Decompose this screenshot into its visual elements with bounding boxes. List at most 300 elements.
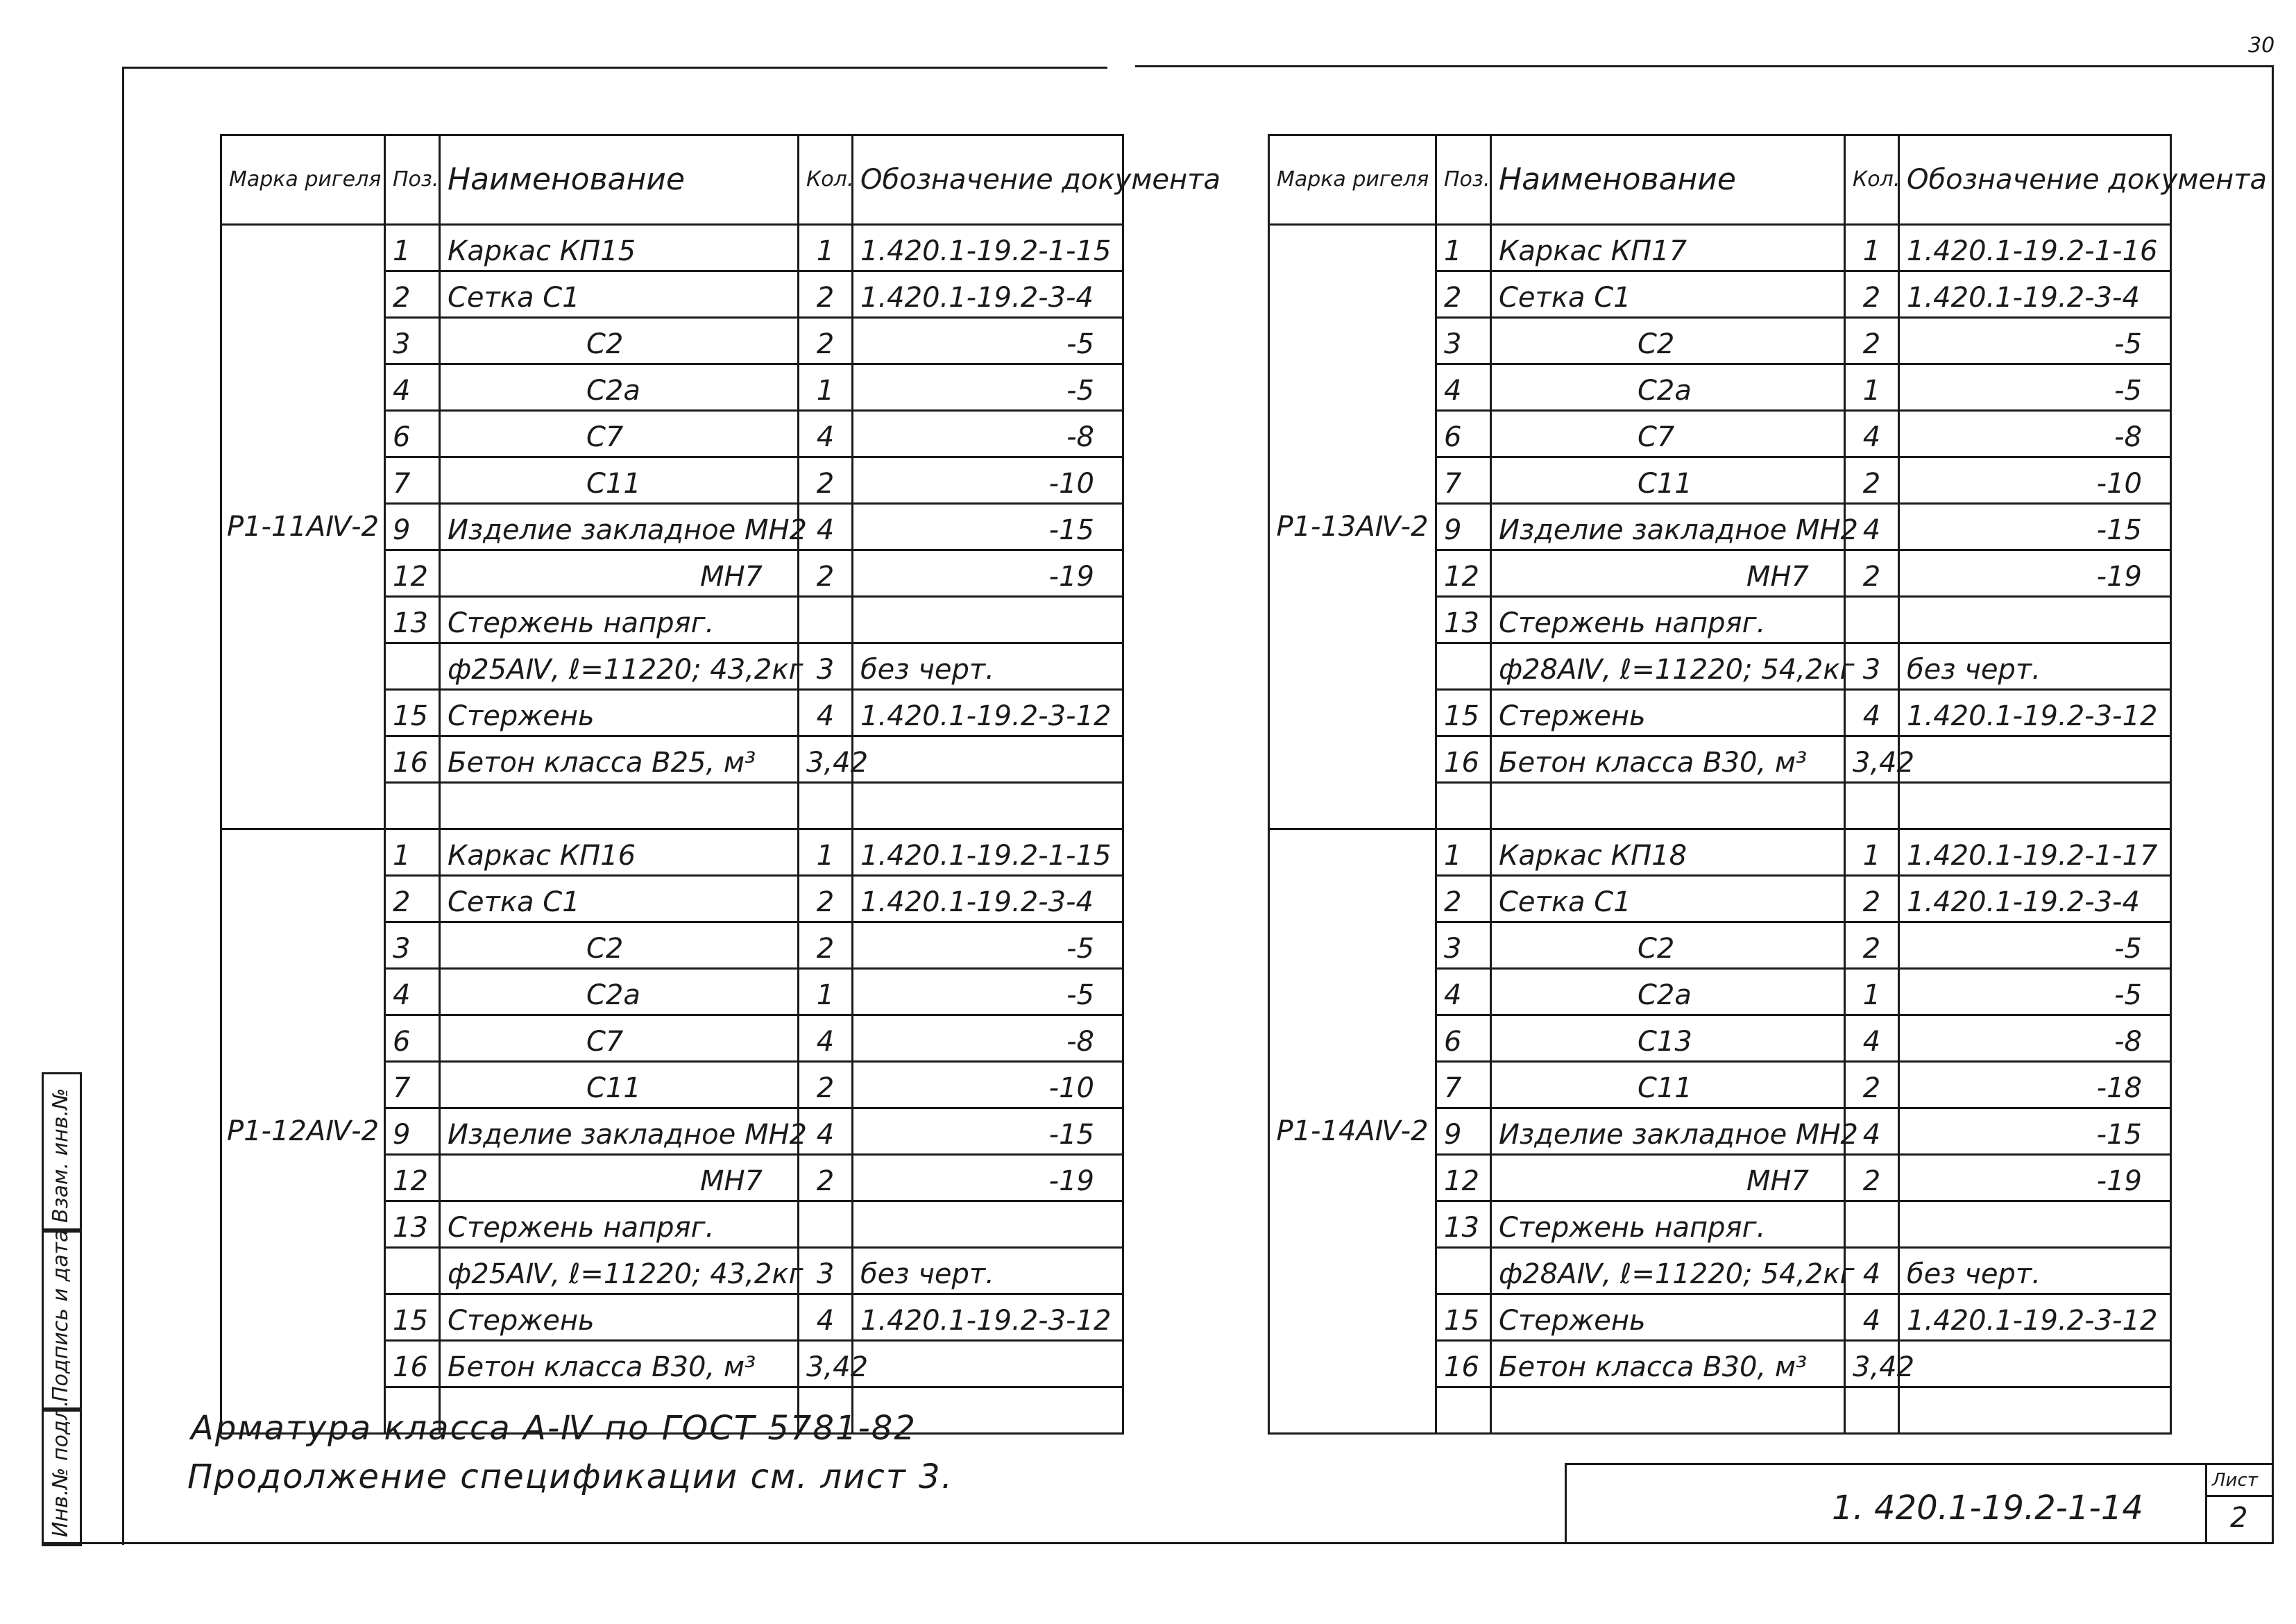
table-row [221, 225, 1123, 271]
item-name: Каркас КП17 [1499, 235, 1687, 267]
note-reinforcement: Арматура класса А-Ⅳ по ГОСТ 5781-82 [191, 1409, 917, 1448]
item-name: Стержень напряг. [448, 607, 715, 639]
item-name: С2 [1638, 933, 1675, 965]
item-quantity: 2 [1845, 1155, 1899, 1201]
document-ref: -18 [2096, 1072, 2142, 1104]
item-name: Стержень [1499, 1305, 1646, 1337]
doc-code: 1. 420.1-19.2-1-14 [1832, 1489, 2143, 1528]
item-name-cell [440, 1294, 799, 1341]
spec-table-right [1268, 134, 2267, 1435]
position-number: 4 [385, 364, 440, 411]
item-quantity: 2 [799, 550, 853, 597]
document-ref-cell [853, 1015, 1123, 1062]
item-name-cell [440, 1015, 799, 1062]
item-quantity: 3,42 [1845, 1341, 1899, 1387]
item-name-cell [440, 643, 803, 690]
item-name-cell [1491, 504, 1859, 550]
item-quantity: 2 [1845, 271, 1899, 318]
side-stamp-replace-label: Взам. инв.№ [49, 1088, 73, 1223]
header-name: Наименование [1491, 135, 1845, 225]
rigel-mark: Р1-11АⅣ-2 [221, 225, 385, 829]
document-ref-cell [853, 1248, 1123, 1294]
item-name-cell [440, 969, 799, 1015]
frame-top-line-right [1135, 65, 2273, 67]
position-number: 3 [385, 922, 440, 969]
document-ref: -5 [2114, 933, 2142, 965]
item-quantity: 2 [1845, 457, 1899, 504]
item-name-cell [1491, 457, 1845, 504]
item-name-cell [1491, 225, 1845, 271]
document-ref-cell [853, 225, 1123, 271]
item-name-cell [1491, 969, 1845, 1015]
item-name-cell [1491, 364, 1845, 411]
document-ref-cell [1899, 1015, 2171, 1062]
document-ref: 1.420.1-19.2-3-4 [860, 886, 1094, 918]
item-quantity: 3,42 [1845, 736, 1899, 783]
side-stamp-signature-label: Подпись и дата [49, 1229, 73, 1402]
document-ref: -15 [1048, 1119, 1094, 1151]
position-number: 16 [1436, 736, 1491, 783]
header-name: Наименование [440, 135, 799, 225]
document-ref-cell [1899, 783, 2171, 829]
position-number: 6 [1436, 411, 1491, 457]
position-number: 12 [1436, 1155, 1491, 1201]
position-number: 13 [1436, 1201, 1491, 1248]
item-name: Бетон класса В30, м³ [448, 1351, 756, 1383]
item-name: ф28АⅣ, ℓ=11220; 54,2кг [1499, 1258, 1855, 1290]
item-name-cell [440, 504, 808, 550]
document-ref: 1.420.1-19.2-1-17 [1907, 840, 2158, 872]
document-ref: без черт. [860, 654, 994, 686]
item-quantity: 2 [799, 876, 853, 922]
item-name: Сетка С1 [1499, 282, 1631, 314]
header-pos: Поз. [1436, 135, 1491, 225]
document-ref-cell [1899, 1341, 2171, 1387]
item-quantity: 4 [799, 504, 853, 550]
item-name: Стержень напряг. [1499, 607, 1766, 639]
document-ref-cell [1899, 690, 2171, 736]
item-name-cell [1491, 783, 1845, 829]
document-ref: -5 [2114, 979, 2142, 1011]
document-ref: 1.420.1-19.2-3-12 [1907, 700, 2158, 732]
position-number: 16 [385, 1341, 440, 1387]
document-ref: -5 [2114, 375, 2142, 407]
document-ref-cell [853, 736, 1123, 783]
item-name: С11 [1638, 1072, 1692, 1104]
document-ref-cell [853, 829, 1123, 876]
item-name-cell [1491, 1341, 1845, 1387]
document-ref-cell [853, 597, 1123, 643]
position-number: 9 [385, 1108, 440, 1155]
item-name: ф28АⅣ, ℓ=11220; 54,2кг [1499, 654, 1855, 686]
position-number: 7 [385, 1062, 440, 1108]
item-name-cell [1491, 1294, 1845, 1341]
item-name: МН7 [1746, 1165, 1809, 1197]
document-ref: без черт. [860, 1258, 994, 1290]
item-quantity: 4 [799, 1015, 853, 1062]
header-mark: Марка ригеля [1269, 135, 1436, 225]
position-number: 1 [1436, 829, 1491, 876]
item-name: МН7 [699, 1165, 763, 1197]
document-ref-cell [853, 364, 1123, 411]
item-name: Стержень [1499, 700, 1646, 732]
header-doc: Обозначение документа [853, 135, 1123, 225]
position-number: 2 [385, 271, 440, 318]
item-quantity: 1 [799, 364, 853, 411]
document-ref: -19 [1048, 561, 1094, 593]
item-name-cell [440, 550, 799, 597]
item-quantity: 1 [1845, 225, 1899, 271]
item-name-cell [440, 225, 799, 271]
document-ref: без черт. [1907, 1258, 2041, 1290]
item-name-cell [440, 1062, 799, 1108]
document-ref-cell [1899, 643, 2171, 690]
item-name: Изделие закладное МН2 [1499, 1119, 1859, 1151]
document-ref-cell [1899, 1294, 2171, 1341]
position-number: 15 [1436, 1294, 1491, 1341]
item-quantity: 1 [799, 829, 853, 876]
item-name: Сетка С1 [448, 282, 580, 314]
document-ref: -19 [2096, 561, 2142, 593]
item-quantity: 4 [799, 690, 853, 736]
item-name: С2а [1638, 375, 1692, 407]
item-name-cell [440, 1108, 808, 1155]
document-ref: -19 [2096, 1165, 2142, 1197]
document-ref-cell [1899, 736, 2171, 783]
document-ref-cell [1899, 922, 2171, 969]
item-name: Каркас КП15 [448, 235, 636, 267]
item-name: С2а [586, 979, 640, 1011]
position-number: 16 [1436, 1341, 1491, 1387]
item-quantity: 1 [799, 969, 853, 1015]
item-quantity: 2 [799, 271, 853, 318]
item-name: Стержень [448, 700, 595, 732]
spec-body [1269, 225, 2171, 1434]
header-pos: Поз. [385, 135, 440, 225]
item-name-cell [1491, 690, 1845, 736]
document-ref-cell [853, 876, 1123, 922]
document-ref-cell [1899, 411, 2171, 457]
item-quantity: 4 [1845, 1108, 1899, 1155]
position-number: 9 [385, 504, 440, 550]
document-ref-cell [1899, 829, 2171, 876]
document-ref-cell [853, 643, 1123, 690]
item-quantity: 1 [1845, 969, 1899, 1015]
document-ref-cell [853, 969, 1123, 1015]
item-name-cell [440, 271, 799, 318]
document-ref-cell [853, 411, 1123, 457]
item-name: ф25АⅣ, ℓ=11220; 43,2кг [448, 1258, 803, 1290]
document-ref-cell [853, 1108, 1123, 1155]
document-ref-cell [853, 783, 1123, 829]
item-name-cell [1491, 1248, 1855, 1294]
table-row [1269, 829, 2171, 876]
position-number: 1 [385, 225, 440, 271]
item-quantity: 3 [799, 643, 853, 690]
position-number: 3 [1436, 922, 1491, 969]
item-name-cell [1491, 829, 1845, 876]
item-name: Бетон класса В30, м³ [1499, 747, 1808, 779]
item-name-cell [1491, 643, 1855, 690]
document-ref: 1.420.1-19.2-3-12 [860, 700, 1112, 732]
document-ref-cell [853, 1341, 1123, 1387]
document-ref-cell [1899, 876, 2171, 922]
item-name: Изделие закладное МН2 [448, 1119, 808, 1151]
item-name-cell [1491, 1062, 1845, 1108]
item-name-cell [1491, 922, 1845, 969]
position-number: 12 [385, 1155, 440, 1201]
item-quantity: 4 [1845, 504, 1899, 550]
item-name-cell [1491, 411, 1845, 457]
item-quantity: 4 [1845, 411, 1899, 457]
rigel-mark: Р1-12АⅣ-2 [221, 829, 385, 1434]
item-name: Стержень [448, 1305, 595, 1337]
table-header-row [1269, 135, 2171, 225]
sheet-label-divider [2205, 1495, 2273, 1497]
table-header-row [221, 135, 1123, 225]
item-quantity [799, 597, 853, 643]
position-number: 7 [1436, 457, 1491, 504]
document-ref: 1.420.1-19.2-3-12 [860, 1305, 1112, 1337]
item-name: Сетка С1 [1499, 886, 1631, 918]
item-name-cell [1491, 597, 1845, 643]
position-number [1436, 1387, 1491, 1434]
position-number: 13 [385, 597, 440, 643]
item-name: С7 [1638, 421, 1675, 453]
item-quantity: 2 [1845, 1062, 1899, 1108]
item-name-cell [440, 457, 799, 504]
item-name: Стержень напряг. [448, 1212, 715, 1244]
item-quantity: 2 [1845, 876, 1899, 922]
document-ref: без черт. [1907, 654, 2041, 686]
item-name: С2а [586, 375, 640, 407]
document-ref-cell [1899, 271, 2171, 318]
document-ref: -10 [1048, 1072, 1094, 1104]
document-ref-cell [1899, 1201, 2171, 1248]
item-name-cell [440, 1155, 799, 1201]
item-name: С7 [586, 1026, 624, 1058]
header-mark: Марка ригеля [221, 135, 385, 225]
header-qty: Кол. [1845, 135, 1899, 225]
position-number: 4 [385, 969, 440, 1015]
item-name: С11 [586, 468, 641, 500]
document-ref-cell [853, 1201, 1123, 1248]
item-name-cell [440, 829, 799, 876]
spec-body [221, 225, 1123, 1434]
item-name: Стержень напряг. [1499, 1212, 1766, 1244]
item-quantity [1845, 597, 1899, 643]
document-ref: 1.420.1-19.2-3-4 [1907, 886, 2140, 918]
item-quantity: 3,42 [799, 1341, 853, 1387]
item-quantity: 4 [1845, 1015, 1899, 1062]
document-ref: -5 [2114, 328, 2142, 360]
position-number: 6 [385, 1015, 440, 1062]
item-name: Сетка С1 [448, 886, 580, 918]
item-quantity: 3 [799, 1248, 853, 1294]
item-quantity: 2 [1845, 550, 1899, 597]
position-number: 1 [1436, 225, 1491, 271]
item-quantity: 1 [799, 225, 853, 271]
item-quantity: 2 [799, 922, 853, 969]
document-ref-cell [1899, 318, 2171, 364]
item-name-cell [1491, 318, 1845, 364]
item-name-cell [1491, 1108, 1859, 1155]
document-ref: -15 [2096, 514, 2142, 546]
header-qty: Кол. [799, 135, 853, 225]
position-number: 3 [385, 318, 440, 364]
document-ref-cell [853, 690, 1123, 736]
item-name: Бетон класса В30, м³ [1499, 1351, 1808, 1383]
item-quantity: 1 [1845, 829, 1899, 876]
item-quantity: 4 [1845, 690, 1899, 736]
item-name-cell [1491, 1201, 1845, 1248]
item-name-cell [440, 411, 799, 457]
document-ref-cell [1899, 597, 2171, 643]
document-ref: 1.420.1-19.2-1-15 [860, 840, 1112, 872]
position-number: 15 [1436, 690, 1491, 736]
item-name: Каркас КП18 [1499, 840, 1687, 872]
item-quantity [799, 1201, 853, 1248]
item-quantity: 3,42 [799, 736, 853, 783]
position-number: 9 [1436, 504, 1491, 550]
position-number: 2 [385, 876, 440, 922]
document-ref-cell [1899, 1108, 2171, 1155]
item-name-cell [440, 783, 799, 829]
item-name-cell [1491, 271, 1845, 318]
title-block-top-line [1565, 1463, 2272, 1465]
item-name-cell [1491, 550, 1845, 597]
document-ref-cell [853, 1155, 1123, 1201]
item-name-cell [1491, 876, 1845, 922]
position-number: 2 [1436, 271, 1491, 318]
document-ref: -10 [1048, 468, 1094, 500]
item-name-cell [440, 736, 799, 783]
position-number: 13 [1436, 597, 1491, 643]
document-ref: -8 [1066, 1026, 1094, 1058]
item-quantity: 4 [1845, 1294, 1899, 1341]
position-number: 12 [1436, 550, 1491, 597]
document-ref: -8 [2114, 1026, 2142, 1058]
sheet-label: Лист [2212, 1470, 2258, 1491]
document-ref-cell [853, 271, 1123, 318]
document-ref-cell [853, 1294, 1123, 1341]
document-ref-cell [1899, 1248, 2171, 1294]
frame-right-line [2272, 65, 2274, 1543]
title-block-left-line [1565, 1463, 1567, 1543]
document-ref: 1.420.1-19.2-1-15 [860, 235, 1112, 267]
position-number: 4 [1436, 969, 1491, 1015]
item-quantity: 3 [1845, 643, 1899, 690]
item-quantity: 2 [799, 457, 853, 504]
frame-bottom-line [42, 1542, 2274, 1544]
document-ref-cell [853, 457, 1123, 504]
document-ref: -5 [1066, 328, 1094, 360]
item-quantity: 2 [1845, 318, 1899, 364]
item-quantity [1845, 1387, 1899, 1434]
document-ref-cell [1899, 1155, 2171, 1201]
table-row [221, 829, 1123, 876]
position-number [1436, 643, 1491, 690]
item-name-cell [440, 318, 799, 364]
document-ref: -10 [2096, 468, 2142, 500]
document-ref-cell [853, 504, 1123, 550]
position-number: 4 [1436, 364, 1491, 411]
position-number: 13 [385, 1201, 440, 1248]
item-quantity: 2 [1845, 922, 1899, 969]
position-number [1436, 1248, 1491, 1294]
position-number [1436, 783, 1491, 829]
note-continuation: Продолжение спецификации см. лист 3. [187, 1457, 953, 1496]
document-ref: 1.420.1-19.2-3-4 [860, 282, 1094, 314]
document-ref-cell [1899, 504, 2171, 550]
item-name: Изделие закладное МН2 [1499, 514, 1859, 546]
item-name-cell [440, 876, 799, 922]
position-number: 15 [385, 1294, 440, 1341]
document-ref-cell [853, 318, 1123, 364]
document-ref-cell [1899, 225, 2171, 271]
rigel-mark: Р1-13АⅣ-2 [1269, 225, 1436, 829]
item-quantity: 4 [799, 1294, 853, 1341]
document-ref-cell [853, 550, 1123, 597]
item-name: С11 [586, 1072, 641, 1104]
item-name: ф25АⅣ, ℓ=11220; 43,2кг [448, 654, 803, 686]
table-row [1269, 225, 2171, 271]
position-number: 12 [385, 550, 440, 597]
item-name-cell [440, 1201, 799, 1248]
position-number: 6 [1436, 1015, 1491, 1062]
item-name: С2 [586, 933, 624, 965]
item-quantity: 1 [1845, 364, 1899, 411]
position-number: 7 [1436, 1062, 1491, 1108]
position-number: 6 [385, 411, 440, 457]
item-name: С11 [1638, 468, 1692, 500]
item-name-cell [440, 1341, 799, 1387]
document-ref: 1.420.1-19.2-1-16 [1907, 235, 2158, 267]
document-ref: -15 [2096, 1119, 2142, 1151]
document-ref-cell [1899, 969, 2171, 1015]
item-name-cell [1491, 1387, 1845, 1434]
title-block-divider [2205, 1463, 2207, 1543]
item-name: С13 [1638, 1026, 1692, 1058]
item-name: С7 [586, 421, 624, 453]
document-ref: -8 [2114, 421, 2142, 453]
item-quantity [799, 783, 853, 829]
item-quantity: 4 [799, 411, 853, 457]
position-number: 9 [1436, 1108, 1491, 1155]
sheet-number: 2 [2230, 1502, 2248, 1534]
document-ref-cell [1899, 457, 2171, 504]
item-name: С2 [1638, 328, 1675, 360]
page-number: 30 [2248, 33, 2275, 58]
document-ref-cell [853, 1062, 1123, 1108]
document-ref: 1.420.1-19.2-3-4 [1907, 282, 2140, 314]
item-quantity: 4 [1845, 1248, 1899, 1294]
document-ref: -8 [1066, 421, 1094, 453]
rigel-mark: Р1-14АⅣ-2 [1269, 829, 1436, 1434]
item-name-cell [1491, 1155, 1845, 1201]
item-name-cell [440, 690, 799, 736]
position-number: 2 [1436, 876, 1491, 922]
position-number: 3 [1436, 318, 1491, 364]
item-quantity: 2 [799, 1062, 853, 1108]
position-number [385, 643, 440, 690]
position-number: 7 [385, 457, 440, 504]
spec-table-left [220, 134, 1221, 1435]
document-ref-cell [1899, 364, 2171, 411]
document-ref: -5 [1066, 979, 1094, 1011]
item-name: МН7 [1746, 561, 1809, 593]
document-ref: -19 [1048, 1165, 1094, 1197]
